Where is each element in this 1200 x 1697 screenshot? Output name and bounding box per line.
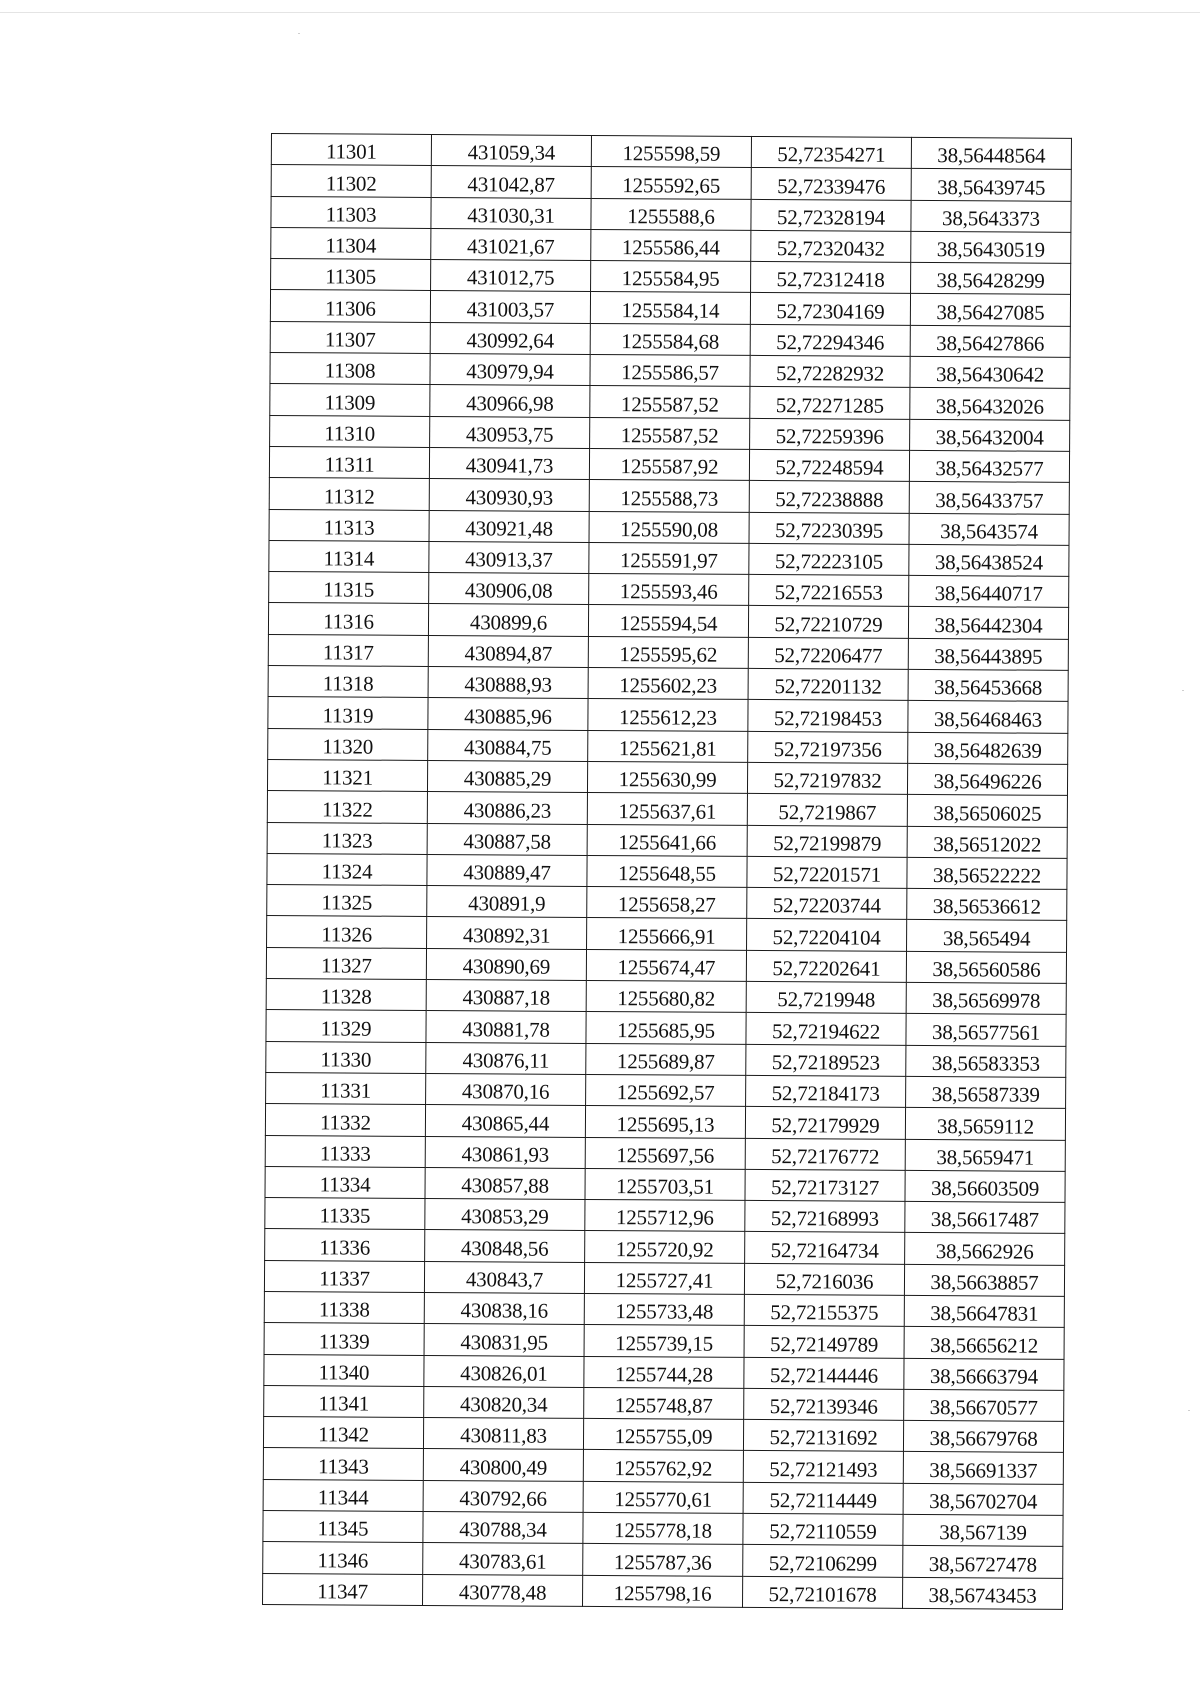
point-number-cell: 11331 [266, 1072, 426, 1104]
latitude-cell: 52,72168993 [745, 1201, 905, 1233]
x-coordinate-cell: 431021,67 [431, 228, 591, 260]
coordinates-table [262, 133, 1072, 1610]
y-coordinate-cell: 1255744,28 [584, 1356, 744, 1388]
latitude-cell: 52,72304169 [750, 293, 910, 325]
y-coordinate-cell: 1255674,47 [586, 949, 746, 981]
latitude-cell: 52,72173127 [745, 1169, 905, 1201]
latitude-cell: 52,72139346 [744, 1388, 904, 1420]
x-coordinate-cell: 430921,48 [429, 510, 589, 542]
y-coordinate-cell: 1255587,52 [590, 417, 750, 449]
x-coordinate-cell: 430966,98 [430, 385, 590, 417]
x-coordinate-cell: 430884,75 [428, 729, 588, 761]
y-coordinate-cell: 1255588,6 [591, 198, 751, 230]
latitude-cell: 52,72259396 [750, 418, 910, 450]
table-row [271, 165, 1071, 201]
x-coordinate-cell: 430887,18 [426, 979, 586, 1011]
latitude-cell: 52,72271285 [750, 387, 910, 419]
y-coordinate-cell: 1255787,36 [583, 1544, 743, 1576]
y-coordinate-cell: 1255762,92 [583, 1450, 743, 1482]
x-coordinate-cell: 430876,11 [426, 1042, 586, 1074]
y-coordinate-cell: 1255584,68 [590, 323, 750, 355]
table-row [267, 822, 1067, 858]
x-coordinate-cell: 430865,44 [425, 1105, 585, 1137]
longitude-cell: 38,56617487 [905, 1201, 1065, 1233]
longitude-cell: 38,56482639 [908, 732, 1068, 764]
table-row [263, 1511, 1063, 1547]
longitude-cell: 38,56663794 [904, 1358, 1064, 1390]
latitude-cell: 52,72238888 [749, 481, 909, 513]
y-coordinate-cell: 1255692,57 [586, 1074, 746, 1106]
latitude-cell: 52,72223105 [749, 543, 909, 575]
y-coordinate-cell: 1255587,52 [590, 386, 750, 418]
longitude-cell: 38,56443895 [908, 638, 1068, 670]
latitude-cell: 52,72198453 [748, 700, 908, 732]
y-coordinate-cell: 1255612,23 [588, 699, 748, 731]
latitude-cell: 52,72248594 [749, 449, 909, 481]
latitude-cell: 52,72320432 [751, 230, 911, 262]
latitude-cell: 52,72179929 [745, 1107, 905, 1139]
table-row [268, 603, 1068, 639]
point-number-cell: 11346 [263, 1542, 423, 1574]
longitude-cell: 38,56727478 [903, 1546, 1063, 1578]
table-row [264, 1354, 1064, 1390]
table-row [264, 1260, 1064, 1296]
y-coordinate-cell: 1255720,92 [585, 1231, 745, 1263]
point-number-cell: 11326 [267, 916, 427, 948]
x-coordinate-cell: 430811,83 [423, 1418, 583, 1450]
latitude-cell: 52,72312418 [751, 262, 911, 294]
point-number-cell: 11303 [271, 196, 431, 228]
latitude-cell: 52,72176772 [745, 1138, 905, 1170]
table-row [267, 759, 1067, 795]
y-coordinate-cell: 1255658,27 [587, 887, 747, 919]
x-coordinate-cell: 430778,48 [423, 1574, 583, 1606]
x-coordinate-cell: 430899,6 [428, 604, 588, 636]
table-row [268, 666, 1068, 702]
x-coordinate-cell: 430838,16 [424, 1292, 584, 1324]
y-coordinate-cell: 1255770,61 [583, 1481, 743, 1513]
table-row [264, 1385, 1064, 1421]
x-coordinate-cell: 430857,88 [425, 1167, 585, 1199]
longitude-cell: 38,56453668 [908, 669, 1068, 701]
latitude-cell: 52,72206477 [748, 637, 908, 669]
x-coordinate-cell: 430913,37 [429, 541, 589, 573]
table-row [270, 415, 1070, 451]
y-coordinate-cell: 1255592,65 [591, 167, 751, 199]
longitude-cell: 38,5662926 [905, 1233, 1065, 1265]
table-row [267, 791, 1067, 827]
x-coordinate-cell: 430800,49 [423, 1449, 583, 1481]
x-coordinate-cell: 430853,29 [425, 1199, 585, 1231]
latitude-cell: 52,72121493 [743, 1451, 903, 1483]
x-coordinate-cell: 430848,56 [425, 1230, 585, 1262]
y-coordinate-cell: 1255712,96 [585, 1200, 745, 1232]
longitude-cell: 38,56438524 [909, 544, 1069, 576]
table-row [266, 947, 1066, 983]
y-coordinate-cell: 1255798,16 [583, 1575, 743, 1607]
longitude-cell: 38,56432026 [910, 388, 1070, 420]
latitude-cell: 52,72114449 [743, 1482, 903, 1514]
point-number-cell: 11301 [271, 134, 431, 166]
y-coordinate-cell: 1255588,73 [589, 480, 749, 512]
latitude-cell: 52,72199879 [747, 825, 907, 857]
latitude-cell: 52,72203744 [747, 888, 907, 920]
table-row [265, 1166, 1065, 1202]
table-row [266, 979, 1066, 1015]
longitude-cell: 38,56512022 [907, 826, 1067, 858]
latitude-cell: 52,72131692 [743, 1420, 903, 1452]
x-coordinate-cell: 430788,34 [423, 1512, 583, 1544]
point-number-cell: 11308 [270, 353, 430, 385]
point-number-cell: 11313 [269, 509, 429, 541]
y-coordinate-cell: 1255648,55 [587, 855, 747, 887]
longitude-cell: 38,56569978 [906, 982, 1066, 1014]
latitude-cell: 52,72339476 [751, 168, 911, 200]
point-number-cell: 11336 [265, 1229, 425, 1261]
longitude-cell: 38,56432004 [910, 419, 1070, 451]
x-coordinate-cell: 430826,01 [424, 1355, 584, 1387]
table-row [269, 446, 1069, 482]
x-coordinate-cell: 430888,93 [428, 667, 588, 699]
point-number-cell: 11305 [271, 259, 431, 291]
y-coordinate-cell: 1255587,92 [589, 448, 749, 480]
longitude-cell: 38,56522222 [907, 857, 1067, 889]
y-coordinate-cell: 1255591,97 [589, 542, 749, 574]
longitude-cell: 38,56442304 [908, 607, 1068, 639]
x-coordinate-cell: 430783,61 [423, 1543, 583, 1575]
table-row [267, 853, 1067, 889]
x-coordinate-cell: 430792,66 [423, 1480, 583, 1512]
x-coordinate-cell: 430881,78 [426, 1011, 586, 1043]
longitude-cell: 38,5659112 [905, 1108, 1065, 1140]
table-row [267, 916, 1067, 952]
coordinates-table-body [263, 134, 1072, 1610]
point-number-cell: 11328 [266, 979, 426, 1011]
longitude-cell: 38,56428299 [911, 263, 1071, 295]
latitude-cell: 52,72230395 [749, 512, 909, 544]
point-number-cell: 11334 [265, 1166, 425, 1198]
point-number-cell: 11342 [263, 1417, 423, 1449]
x-coordinate-cell: 430890,69 [426, 948, 586, 980]
longitude-cell: 38,56430642 [910, 356, 1070, 388]
point-number-cell: 11317 [268, 634, 428, 666]
longitude-cell: 38,56583353 [906, 1045, 1066, 1077]
table-row [270, 353, 1070, 389]
latitude-cell: 52,72201132 [748, 668, 908, 700]
y-coordinate-cell: 1255755,09 [583, 1419, 743, 1451]
x-coordinate-cell: 430992,64 [430, 322, 590, 354]
point-number-cell: 11321 [267, 759, 427, 791]
y-coordinate-cell: 1255630,99 [587, 761, 747, 793]
x-coordinate-cell: 430953,75 [430, 416, 590, 448]
table-row [271, 259, 1071, 295]
y-coordinate-cell: 1255685,95 [586, 1012, 746, 1044]
point-number-cell: 11339 [264, 1323, 424, 1355]
latitude-cell: 52,72110559 [743, 1513, 903, 1545]
x-coordinate-cell: 431059,34 [431, 134, 591, 166]
latitude-cell: 52,72144446 [744, 1357, 904, 1389]
point-number-cell: 11310 [270, 415, 430, 447]
x-coordinate-cell: 430930,93 [429, 479, 589, 511]
latitude-cell: 52,72197356 [748, 731, 908, 763]
table-row [265, 1104, 1065, 1140]
x-coordinate-cell: 431042,87 [431, 166, 591, 198]
x-coordinate-cell: 430870,16 [426, 1073, 586, 1105]
longitude-cell: 38,56743453 [902, 1577, 1062, 1609]
point-number-cell: 11335 [265, 1198, 425, 1230]
table-row [270, 290, 1070, 326]
longitude-cell: 38,56448564 [911, 137, 1071, 169]
point-number-cell: 11307 [270, 321, 430, 353]
latitude-cell: 52,7216036 [744, 1263, 904, 1295]
y-coordinate-cell: 1255637,61 [587, 793, 747, 825]
point-number-cell: 11324 [267, 853, 427, 885]
x-coordinate-cell: 430889,47 [427, 854, 587, 886]
point-number-cell: 11316 [268, 603, 428, 635]
table-row [269, 540, 1069, 576]
x-coordinate-cell: 430894,87 [428, 635, 588, 667]
latitude-cell: 52,7219948 [746, 981, 906, 1013]
y-coordinate-cell: 1255697,56 [585, 1137, 745, 1169]
point-number-cell: 11318 [268, 666, 428, 698]
y-coordinate-cell: 1255733,48 [584, 1293, 744, 1325]
latitude-cell: 52,72294346 [750, 324, 910, 356]
latitude-cell: 52,72149789 [744, 1326, 904, 1358]
point-number-cell: 11341 [264, 1385, 424, 1417]
table-row [268, 728, 1068, 764]
scan-top-edge [0, 12, 1200, 13]
table-row [263, 1542, 1063, 1578]
table-row [264, 1323, 1064, 1359]
x-coordinate-cell: 431030,31 [431, 197, 591, 229]
latitude-cell: 52,72210729 [748, 606, 908, 638]
latitude-cell: 52,72184173 [746, 1075, 906, 1107]
longitude-cell: 38,5643373 [911, 200, 1071, 232]
longitude-cell: 38,567139 [903, 1514, 1063, 1546]
point-number-cell: 11314 [269, 540, 429, 572]
x-coordinate-cell: 430885,96 [428, 698, 588, 730]
y-coordinate-cell: 1255586,57 [590, 355, 750, 387]
table-row [270, 384, 1070, 420]
longitude-cell: 38,5659471 [905, 1139, 1065, 1171]
longitude-cell: 38,56577561 [906, 1014, 1066, 1046]
table-row [269, 509, 1069, 545]
longitude-cell: 38,56647831 [904, 1295, 1064, 1327]
point-number-cell: 11344 [263, 1479, 423, 1511]
x-coordinate-cell: 431003,57 [430, 291, 590, 323]
y-coordinate-cell: 1255590,08 [589, 511, 749, 543]
point-number-cell: 11338 [264, 1291, 424, 1323]
latitude-cell: 52,72194622 [746, 1013, 906, 1045]
longitude-cell: 38,56427866 [910, 325, 1070, 357]
x-coordinate-cell: 430820,34 [424, 1386, 584, 1418]
longitude-cell: 38,56536612 [907, 889, 1067, 921]
y-coordinate-cell: 1255595,62 [588, 636, 748, 668]
y-coordinate-cell: 1255680,82 [586, 980, 746, 1012]
point-number-cell: 11347 [263, 1573, 423, 1605]
y-coordinate-cell: 1255666,91 [587, 918, 747, 950]
point-number-cell: 11337 [264, 1260, 424, 1292]
latitude-cell: 52,72164734 [745, 1232, 905, 1264]
point-number-cell: 11312 [269, 478, 429, 510]
point-number-cell: 11322 [267, 791, 427, 823]
x-coordinate-cell: 430885,29 [427, 760, 587, 792]
table-row [271, 134, 1071, 170]
x-coordinate-cell: 430891,9 [427, 886, 587, 918]
longitude-cell: 38,56427085 [910, 294, 1070, 326]
y-coordinate-cell: 1255748,87 [584, 1387, 744, 1419]
y-coordinate-cell: 1255727,41 [584, 1262, 744, 1294]
y-coordinate-cell: 1255621,81 [588, 730, 748, 762]
longitude-cell: 38,56691337 [903, 1452, 1063, 1484]
table-row [266, 1072, 1066, 1108]
longitude-cell: 38,5643574 [909, 513, 1069, 545]
x-coordinate-cell: 430941,73 [429, 447, 589, 479]
longitude-cell: 38,56679768 [903, 1421, 1063, 1453]
table-row [269, 572, 1069, 608]
point-number-cell: 11320 [268, 728, 428, 760]
y-coordinate-cell: 1255739,15 [584, 1325, 744, 1357]
y-coordinate-cell: 1255586,44 [591, 229, 751, 261]
longitude-cell: 38,56468463 [908, 701, 1068, 733]
longitude-cell: 38,56430519 [911, 231, 1071, 263]
table-row [271, 196, 1071, 232]
table-row [265, 1229, 1065, 1265]
table-row [268, 634, 1068, 670]
table-row [266, 1041, 1066, 1077]
longitude-cell: 38,56603509 [905, 1170, 1065, 1202]
y-coordinate-cell: 1255689,87 [586, 1043, 746, 1075]
point-number-cell: 11306 [270, 290, 430, 322]
x-coordinate-cell: 430906,08 [429, 573, 589, 605]
y-coordinate-cell: 1255598,59 [591, 135, 751, 167]
table-row [266, 1010, 1066, 1046]
y-coordinate-cell: 1255584,95 [591, 261, 751, 293]
latitude-cell: 52,7219867 [747, 794, 907, 826]
table-row [263, 1573, 1063, 1609]
point-number-cell: 11315 [269, 572, 429, 604]
longitude-cell: 38,56439745 [911, 169, 1071, 201]
latitude-cell: 52,72202641 [746, 950, 906, 982]
point-number-cell: 11330 [266, 1041, 426, 1073]
y-coordinate-cell: 1255695,13 [585, 1106, 745, 1138]
table-row [267, 885, 1067, 921]
table-row [264, 1291, 1064, 1327]
longitude-cell: 38,56670577 [904, 1389, 1064, 1421]
longitude-cell: 38,56496226 [907, 763, 1067, 795]
point-number-cell: 11332 [265, 1104, 425, 1136]
point-number-cell: 11340 [264, 1354, 424, 1386]
latitude-cell: 52,72216553 [749, 575, 909, 607]
x-coordinate-cell: 430892,31 [427, 917, 587, 949]
longitude-cell: 38,56440717 [909, 576, 1069, 608]
y-coordinate-cell: 1255703,51 [585, 1168, 745, 1200]
x-coordinate-cell: 431012,75 [431, 260, 591, 292]
latitude-cell: 52,72106299 [743, 1545, 903, 1577]
longitude-cell: 38,56433757 [909, 482, 1069, 514]
latitude-cell: 52,72197832 [747, 762, 907, 794]
longitude-cell: 38,56506025 [907, 795, 1067, 827]
x-coordinate-cell: 430831,95 [424, 1324, 584, 1356]
longitude-cell: 38,56587339 [906, 1076, 1066, 1108]
longitude-cell: 38,56432577 [909, 450, 1069, 482]
scan-speck [1182, 690, 1184, 691]
point-number-cell: 11329 [266, 1010, 426, 1042]
point-number-cell: 11304 [271, 227, 431, 259]
scan-speck [1188, 1410, 1190, 1411]
point-number-cell: 11343 [263, 1448, 423, 1480]
x-coordinate-cell: 430861,93 [425, 1136, 585, 1168]
longitude-cell: 38,56638857 [904, 1264, 1064, 1296]
point-number-cell: 11311 [269, 446, 429, 478]
point-number-cell: 11309 [270, 384, 430, 416]
latitude-cell: 52,72204104 [747, 919, 907, 951]
table-row [268, 697, 1068, 733]
latitude-cell: 52,72101678 [743, 1576, 903, 1608]
x-coordinate-cell: 430887,58 [427, 823, 587, 855]
point-number-cell: 11325 [267, 885, 427, 917]
point-number-cell: 11327 [266, 947, 426, 979]
table-row [270, 321, 1070, 357]
latitude-cell: 52,72189523 [746, 1044, 906, 1076]
table-row [265, 1198, 1065, 1234]
x-coordinate-cell: 430979,94 [430, 354, 590, 386]
point-number-cell: 11302 [271, 165, 431, 197]
x-coordinate-cell: 430886,23 [427, 792, 587, 824]
longitude-cell: 38,56702704 [903, 1483, 1063, 1515]
table-row [263, 1448, 1063, 1484]
latitude-cell: 52,72282932 [750, 356, 910, 388]
y-coordinate-cell: 1255593,46 [589, 574, 749, 606]
longitude-cell: 38,56560586 [906, 951, 1066, 983]
x-coordinate-cell: 430843,7 [424, 1261, 584, 1293]
point-number-cell: 11319 [268, 697, 428, 729]
table-row [265, 1135, 1065, 1171]
y-coordinate-cell: 1255594,54 [588, 605, 748, 637]
latitude-cell: 52,72354271 [751, 136, 911, 168]
table-row [271, 227, 1071, 263]
latitude-cell: 52,72155375 [744, 1294, 904, 1326]
table-row [263, 1417, 1063, 1453]
table-row [263, 1479, 1063, 1515]
point-number-cell: 11333 [265, 1135, 425, 1167]
latitude-cell: 52,72201571 [747, 856, 907, 888]
y-coordinate-cell: 1255778,18 [583, 1512, 743, 1544]
scan-speck [298, 33, 300, 34]
y-coordinate-cell: 1255602,23 [588, 667, 748, 699]
longitude-cell: 38,565494 [907, 920, 1067, 952]
longitude-cell: 38,56656212 [904, 1327, 1064, 1359]
point-number-cell: 11345 [263, 1511, 423, 1543]
latitude-cell: 52,72328194 [751, 199, 911, 231]
y-coordinate-cell: 1255641,66 [587, 824, 747, 856]
point-number-cell: 11323 [267, 822, 427, 854]
table-row [269, 478, 1069, 514]
y-coordinate-cell: 1255584,14 [590, 292, 750, 324]
